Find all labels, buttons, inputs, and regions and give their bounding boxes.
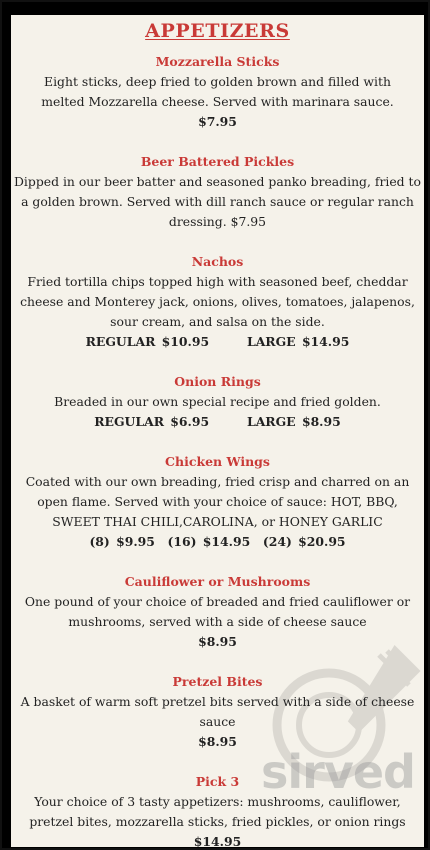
menu-item-nachos (11, 252, 424, 352)
item-description: A basket of warm soft pretzel bits served with a side of cheese sauce (20, 694, 415, 729)
item-description: Your choice of 3 tasty appetizers: mushrooms, cauliflower, pretzel bites, mozzarella sticks, fried pickles, or onion rings (29, 794, 406, 829)
item-price: $8.95 (198, 634, 237, 649)
menu-item-chicken-wings (11, 452, 424, 552)
menu-item-cauliflower-or-mushrooms (11, 572, 424, 652)
item-name: Onion Rings (174, 374, 261, 389)
menu-item-beer-battered-pickles (11, 152, 424, 232)
item-name: Mozzarella Sticks (155, 54, 280, 69)
item-name: Chicken Wings (165, 454, 270, 469)
item-description: One pound of your choice of breaded and fried cauliflower or mushrooms, served with a side of cheese sauce (24, 594, 411, 629)
item-price: REGULAR $10.95 LARGE $14.95 (85, 334, 350, 349)
item-price: (8) $9.95 (16) $14.95 (24) $20.95 (89, 534, 346, 549)
item-name: Cauliflower or Mushrooms (124, 574, 311, 589)
menu-page (11, 15, 424, 847)
item-name: Pick 3 (195, 774, 240, 789)
item-name: Pretzel Bites (172, 674, 263, 689)
menu-item-mozzarella-sticks (11, 52, 424, 132)
item-description: Breaded in our own special recipe and fried golden. (54, 394, 381, 409)
menu-title: APPETIZERS (145, 20, 290, 42)
watermark-text: sirved (261, 745, 415, 799)
item-price: REGULAR $6.95 LARGE $8.95 (94, 414, 341, 429)
item-price: $14.95 (193, 834, 242, 847)
item-price: $8.95 (198, 734, 237, 749)
menu-item-onion-rings (11, 372, 424, 432)
item-description: Fried tortilla chips topped high with seasoned beef, cheddar cheese and Monterey jack, onions, olives, tomatoes, jalapenos, sour cream, and salsa on the side. (20, 274, 415, 329)
item-description: Coated with our own breading, fried crisp and charred on an open flame. Served with your choice of sauce: HOT, BBQ, SWEET THAI CHILI,CAROLINA, or HONEY GARLIC (25, 474, 410, 529)
item-name: Nachos (191, 254, 244, 269)
item-description: Eight sticks, deep fried to golden brown and filled with melted Mozzarella cheese. Served with marinara sauce. (41, 74, 394, 109)
item-price: $7.95 (198, 114, 237, 129)
item-description: Dipped in our beer batter and seasoned panko breading, fried to a golden brown. Served with dill ranch sauce or regular ranch dressing. $7.95 (14, 174, 421, 229)
item-name: Beer Battered Pickles (140, 154, 295, 169)
